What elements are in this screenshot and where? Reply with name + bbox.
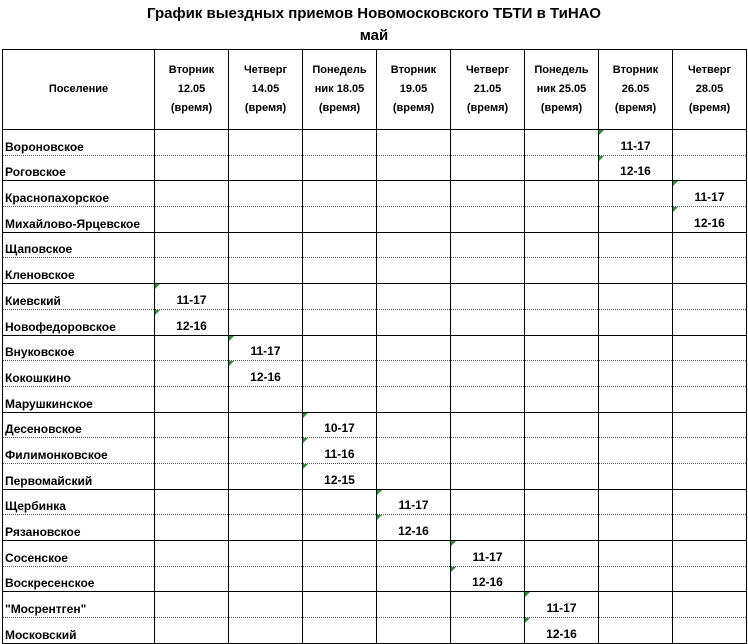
empty-cell [451, 386, 525, 412]
settlement-name: Щаповское [3, 232, 155, 258]
table-row [3, 361, 747, 387]
time-cell [673, 207, 747, 233]
cell-marker-icon [673, 181, 678, 186]
column-header-day [525, 50, 599, 130]
empty-cell [451, 463, 525, 489]
settlement-name: Марушкинское [3, 386, 155, 412]
cell-marker-icon [451, 567, 456, 572]
empty-cell [155, 592, 229, 618]
settlement-name: Вороновское [3, 130, 155, 156]
empty-cell [303, 489, 377, 515]
empty-cell [673, 155, 747, 181]
time-value: 10-17 [324, 421, 355, 436]
empty-cell [599, 438, 673, 464]
empty-cell [451, 489, 525, 515]
column-header-line: 28.05 [695, 83, 724, 95]
empty-cell [229, 386, 303, 412]
empty-cell [525, 335, 599, 361]
empty-cell [377, 463, 451, 489]
empty-cell [155, 258, 229, 284]
empty-cell [525, 438, 599, 464]
table-row [3, 438, 747, 464]
empty-cell [229, 618, 303, 644]
column-header-day [155, 50, 229, 130]
settlement-name: Краснопахорское [3, 181, 155, 207]
column-header-line: (время) [392, 102, 435, 114]
empty-cell [155, 386, 229, 412]
empty-cell [377, 541, 451, 567]
time-cell [599, 130, 673, 156]
column-header-line: Четверг [687, 64, 732, 76]
empty-cell [303, 592, 377, 618]
empty-cell [673, 335, 747, 361]
empty-cell [377, 309, 451, 335]
empty-cell [229, 130, 303, 156]
empty-cell [377, 155, 451, 181]
settlement-name: Новофедоровское [3, 309, 155, 335]
settlement-name: Первомайский [3, 463, 155, 489]
empty-cell [155, 489, 229, 515]
empty-cell [303, 232, 377, 258]
empty-cell [229, 438, 303, 464]
time-cell [303, 463, 377, 489]
empty-cell [451, 335, 525, 361]
column-header-day [599, 50, 673, 130]
settlement-name: Сосенское [3, 541, 155, 567]
empty-cell [525, 361, 599, 387]
empty-cell [599, 489, 673, 515]
table-row [3, 258, 747, 284]
empty-cell [599, 309, 673, 335]
time-cell [377, 489, 451, 515]
settlement-name: Рязановское [3, 515, 155, 541]
empty-cell [229, 541, 303, 567]
cell-marker-icon [599, 156, 604, 161]
column-header-line: Вторник [390, 64, 437, 76]
empty-cell [673, 566, 747, 592]
column-header-line: 19.05 [399, 83, 428, 95]
cell-marker-icon [599, 130, 604, 135]
empty-cell [451, 412, 525, 438]
column-header-line: 12.05 [177, 83, 206, 95]
table-row [3, 207, 747, 233]
month-subtitle: май [359, 27, 389, 44]
empty-cell [673, 618, 747, 644]
empty-cell [599, 258, 673, 284]
empty-cell [155, 515, 229, 541]
empty-cell [599, 412, 673, 438]
time-cell [599, 155, 673, 181]
empty-cell [599, 335, 673, 361]
empty-cell [303, 541, 377, 567]
table-row [3, 309, 747, 335]
table-row [3, 566, 747, 592]
column-header-line: Понедель [312, 64, 367, 76]
settlement-name: Внуковское [3, 335, 155, 361]
empty-cell [377, 361, 451, 387]
empty-cell [673, 284, 747, 310]
empty-cell [377, 618, 451, 644]
empty-cell [451, 207, 525, 233]
column-header-line: Четверг [243, 64, 288, 76]
empty-cell [673, 489, 747, 515]
empty-cell [525, 566, 599, 592]
empty-cell [525, 207, 599, 233]
empty-cell [599, 566, 673, 592]
column-header-line: Вторник [168, 64, 215, 76]
empty-cell [229, 515, 303, 541]
cell-marker-icon [377, 490, 382, 495]
table-row [3, 335, 747, 361]
empty-cell [451, 232, 525, 258]
empty-cell [451, 592, 525, 618]
empty-cell [377, 438, 451, 464]
empty-cell [451, 438, 525, 464]
settlement-name: Щербинка [3, 489, 155, 515]
table-row [3, 181, 747, 207]
empty-cell [229, 566, 303, 592]
empty-cell [229, 258, 303, 284]
empty-cell [673, 412, 747, 438]
empty-cell [673, 232, 747, 258]
empty-cell [599, 284, 673, 310]
column-header-line: 26.05 [621, 83, 650, 95]
time-value: 11-16 [324, 446, 355, 461]
empty-cell [673, 463, 747, 489]
empty-cell [155, 335, 229, 361]
table-row [3, 130, 747, 156]
column-header-line: (время) [318, 102, 361, 114]
empty-cell [155, 618, 229, 644]
empty-cell [229, 463, 303, 489]
empty-cell [451, 130, 525, 156]
table-row [3, 232, 747, 258]
table-row [3, 155, 747, 181]
time-value: 11-17 [620, 138, 651, 153]
empty-cell [525, 258, 599, 284]
empty-cell [673, 309, 747, 335]
empty-cell [451, 309, 525, 335]
settlement-name: Киевский [3, 284, 155, 310]
cell-marker-icon [303, 464, 308, 469]
empty-cell [377, 284, 451, 310]
empty-cell [599, 207, 673, 233]
table-row [3, 463, 747, 489]
empty-cell [673, 515, 747, 541]
empty-cell [377, 207, 451, 233]
empty-cell [525, 412, 599, 438]
time-value: 12-16 [694, 215, 725, 230]
empty-cell [451, 515, 525, 541]
cell-marker-icon [229, 336, 234, 341]
empty-cell [599, 541, 673, 567]
time-value: 12-16 [620, 164, 651, 179]
column-header-day [303, 50, 377, 130]
empty-cell [229, 412, 303, 438]
empty-cell [155, 130, 229, 156]
empty-cell [673, 130, 747, 156]
empty-cell [303, 309, 377, 335]
cell-marker-icon [303, 438, 308, 443]
settlement-name: Кленовское [3, 258, 155, 284]
table-row [3, 412, 747, 438]
time-value: 11-17 [398, 498, 429, 513]
empty-cell [155, 181, 229, 207]
settlement-name: Филимонковское [3, 438, 155, 464]
empty-cell [303, 207, 377, 233]
time-value: 12-16 [250, 369, 281, 384]
column-header-line: (время) [466, 102, 509, 114]
cell-marker-icon [525, 618, 530, 623]
column-header-line: Понедель [534, 64, 589, 76]
empty-cell [377, 232, 451, 258]
table-row [3, 386, 747, 412]
column-header-day [377, 50, 451, 130]
column-header-line: (время) [540, 102, 583, 114]
empty-cell [155, 566, 229, 592]
settlement-name: Воскресенское [3, 566, 155, 592]
empty-cell [451, 618, 525, 644]
empty-cell [155, 155, 229, 181]
empty-cell [451, 181, 525, 207]
page-title: График выездных приемов Новомосковского ТБТИ в ТиНАО [147, 5, 601, 22]
column-header-line: (время) [614, 102, 657, 114]
empty-cell [303, 335, 377, 361]
empty-cell [673, 438, 747, 464]
column-header-day [229, 50, 303, 130]
empty-cell [525, 130, 599, 156]
cell-marker-icon [451, 541, 456, 546]
empty-cell [155, 412, 229, 438]
cell-marker-icon [377, 515, 382, 520]
empty-cell [229, 207, 303, 233]
column-header-line: (время) [688, 102, 731, 114]
empty-cell [673, 592, 747, 618]
column-header-line: (время) [244, 102, 287, 114]
empty-cell [229, 232, 303, 258]
empty-cell [599, 515, 673, 541]
empty-cell [303, 618, 377, 644]
empty-cell [155, 232, 229, 258]
cell-marker-icon [525, 592, 530, 597]
empty-cell [673, 361, 747, 387]
settlement-name: "Мосрентген" [3, 592, 155, 618]
empty-cell [525, 309, 599, 335]
cell-marker-icon [155, 310, 160, 315]
header-row [3, 50, 747, 130]
empty-cell [229, 489, 303, 515]
cell-marker-icon [673, 207, 678, 212]
time-cell [303, 412, 377, 438]
time-value: 12-16 [176, 318, 207, 333]
cell-marker-icon [155, 284, 160, 289]
empty-cell [229, 309, 303, 335]
time-value: 12-16 [398, 524, 429, 538]
empty-cell [525, 155, 599, 181]
settlement-name: Михайлово-Ярцевское [3, 207, 155, 233]
column-header-day [451, 50, 525, 130]
column-header-line: 21.05 [473, 83, 502, 95]
column-header-line: Четверг [465, 64, 510, 76]
empty-cell [525, 489, 599, 515]
column-header-settlement: Поселение [3, 50, 155, 130]
table-row [3, 515, 747, 541]
column-header-line: 14.05 [251, 83, 280, 95]
empty-cell [451, 258, 525, 284]
empty-cell [451, 361, 525, 387]
empty-cell [599, 361, 673, 387]
cell-marker-icon [303, 413, 308, 418]
time-value: 11-17 [472, 549, 503, 564]
time-cell [525, 618, 599, 644]
empty-cell [525, 463, 599, 489]
empty-cell [303, 361, 377, 387]
settlement-name: Московский [3, 618, 155, 644]
empty-cell [229, 181, 303, 207]
empty-cell [525, 386, 599, 412]
empty-cell [673, 258, 747, 284]
empty-cell [155, 361, 229, 387]
empty-cell [599, 181, 673, 207]
empty-cell [229, 592, 303, 618]
empty-cell [599, 618, 673, 644]
time-value: 11-17 [176, 292, 207, 307]
time-cell [451, 566, 525, 592]
empty-cell [451, 284, 525, 310]
column-header-line: ник 18.05 [314, 83, 365, 95]
cell-marker-icon [229, 361, 234, 366]
time-cell [303, 438, 377, 464]
time-cell [229, 361, 303, 387]
empty-cell [377, 412, 451, 438]
empty-cell [377, 386, 451, 412]
empty-cell [525, 541, 599, 567]
empty-cell [377, 592, 451, 618]
empty-cell [599, 386, 673, 412]
empty-cell [155, 207, 229, 233]
settlement-name: Десеновское [3, 412, 155, 438]
empty-cell [377, 130, 451, 156]
time-cell [377, 515, 451, 541]
column-header-line: Вторник [612, 64, 659, 76]
empty-cell [377, 566, 451, 592]
table-row [3, 618, 747, 644]
time-cell [673, 181, 747, 207]
column-header-line: ник 25.05 [536, 83, 587, 95]
empty-cell [303, 258, 377, 284]
empty-cell [599, 592, 673, 618]
empty-cell [377, 181, 451, 207]
empty-cell [525, 181, 599, 207]
empty-cell [599, 232, 673, 258]
schedule-table [2, 49, 747, 644]
empty-cell [303, 130, 377, 156]
empty-cell [229, 284, 303, 310]
table-row [3, 284, 747, 310]
time-value: 12-15 [324, 472, 355, 487]
time-value: 12-16 [546, 626, 577, 641]
time-cell [451, 541, 525, 567]
column-header-day [673, 50, 747, 130]
empty-cell [673, 386, 747, 412]
time-cell [155, 309, 229, 335]
empty-cell [599, 463, 673, 489]
time-value: 11-17 [546, 601, 577, 616]
empty-cell [155, 438, 229, 464]
time-cell [525, 592, 599, 618]
time-value: 11-17 [250, 344, 281, 359]
time-value: 11-17 [694, 190, 725, 205]
empty-cell [303, 386, 377, 412]
empty-cell [303, 566, 377, 592]
empty-cell [303, 181, 377, 207]
empty-cell [673, 541, 747, 567]
empty-cell [303, 284, 377, 310]
empty-cell [525, 284, 599, 310]
time-value: 12-16 [472, 575, 503, 590]
empty-cell [377, 258, 451, 284]
table-row [3, 541, 747, 567]
time-cell [229, 335, 303, 361]
settlement-name: Кокошкино [3, 361, 155, 387]
column-header-line: (время) [170, 102, 213, 114]
empty-cell [229, 155, 303, 181]
empty-cell [303, 155, 377, 181]
empty-cell [155, 541, 229, 567]
empty-cell [377, 335, 451, 361]
empty-cell [525, 515, 599, 541]
empty-cell [155, 463, 229, 489]
settlement-name: Роговское [3, 155, 155, 181]
time-cell [155, 284, 229, 310]
empty-cell [451, 155, 525, 181]
table-row [3, 489, 747, 515]
table-row [3, 592, 747, 618]
empty-cell [525, 232, 599, 258]
empty-cell [303, 515, 377, 541]
